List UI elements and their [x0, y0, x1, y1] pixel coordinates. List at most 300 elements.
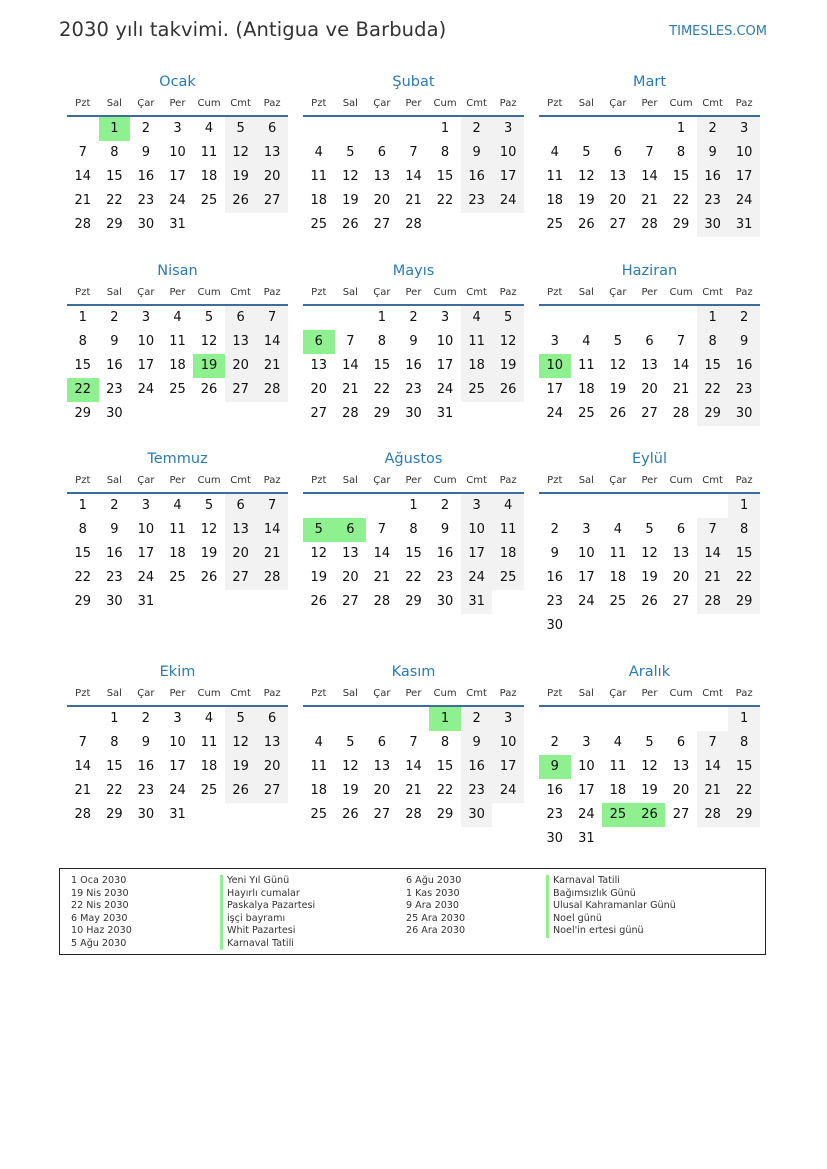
- week-row: [303, 306, 524, 330]
- holiday-day-cell: 6: [303, 330, 335, 354]
- weekday-label: Paz: [499, 688, 517, 699]
- day-cell: 7: [346, 334, 355, 349]
- day-cell: 26: [609, 406, 627, 421]
- week-row: [67, 518, 288, 542]
- day-cell: 30: [137, 807, 155, 822]
- month-block: [67, 71, 288, 237]
- weekday-label: Per: [641, 688, 658, 699]
- day-cell: 23: [546, 594, 564, 609]
- weekday-label: Cum: [197, 475, 221, 486]
- week-row: [539, 518, 760, 542]
- day-cell: 3: [141, 498, 151, 513]
- day-cell: 9: [461, 141, 493, 165]
- week-row: [539, 803, 760, 827]
- day-cell: 30: [106, 594, 123, 609]
- day-cell: 27: [256, 779, 288, 803]
- weekday-label: Cum: [433, 98, 457, 109]
- day-cell: 21: [405, 193, 422, 208]
- day-cell: 8: [440, 145, 450, 160]
- empty-cell: [539, 117, 571, 141]
- day-cell: 13: [225, 518, 257, 542]
- weekday-label: Per: [169, 98, 186, 109]
- week-row: [303, 494, 524, 518]
- legend-holiday-name: Noel günü: [546, 913, 676, 926]
- day-cell: 5: [645, 735, 654, 750]
- day-cell: 17: [461, 542, 493, 566]
- weekday-label: Paz: [263, 688, 281, 699]
- weekday-label: Pzt: [75, 98, 91, 109]
- week-row: [539, 213, 760, 237]
- day-cell: 14: [405, 759, 422, 774]
- week-row: [539, 731, 760, 755]
- day-cell: 15: [373, 358, 391, 373]
- day-cell: 6: [613, 145, 623, 160]
- day-cell: 2: [461, 117, 493, 141]
- day-cell: 6: [225, 494, 257, 518]
- day-cell: 10: [169, 145, 186, 160]
- day-cell: 16: [405, 358, 422, 373]
- day-cell: 17: [578, 570, 595, 585]
- weekday-label: Cmt: [466, 475, 487, 486]
- day-cell: 18: [169, 546, 186, 561]
- empty-cell: [303, 117, 335, 141]
- day-cell: 28: [342, 406, 359, 421]
- week-row: [303, 354, 524, 378]
- day-cell: 19: [609, 382, 627, 397]
- weekday-label: Per: [405, 98, 422, 109]
- day-cell: 20: [609, 193, 627, 208]
- day-cell: 14: [641, 169, 658, 184]
- empty-cell: [335, 707, 367, 731]
- day-cell: 9: [440, 522, 450, 537]
- day-cell: 9: [697, 141, 729, 165]
- day-cell: 21: [373, 570, 391, 585]
- empty-cell: [634, 117, 666, 141]
- legend-date: 25 Ara 2030: [406, 912, 466, 924]
- week-row: [539, 494, 760, 518]
- day-cell: 18: [546, 193, 564, 208]
- weekday-label: Cum: [197, 688, 221, 699]
- week-row: [67, 731, 288, 755]
- day-cell: 19: [492, 354, 524, 378]
- empty-cell: [461, 402, 493, 426]
- week-row: [67, 141, 288, 165]
- day-cell: 27: [225, 566, 257, 590]
- day-cell: 21: [74, 783, 92, 798]
- day-cell: 24: [492, 779, 524, 803]
- empty-cell: [665, 707, 697, 731]
- week-row: [539, 165, 760, 189]
- day-cell: 13: [373, 169, 391, 184]
- day-cell: 5: [645, 522, 654, 537]
- day-cell: 22: [672, 193, 690, 208]
- legend-date: 1 Kas 2030: [406, 887, 460, 899]
- empty-cell: [193, 590, 225, 614]
- day-cell: 11: [169, 334, 186, 349]
- day-cell: 11: [492, 518, 524, 542]
- weekday-label: Sal: [106, 287, 122, 298]
- day-cell: 8: [377, 334, 387, 349]
- weekday-label: Cmt: [466, 98, 487, 109]
- weekday-label: Cmt: [702, 98, 723, 109]
- day-cell: 11: [310, 169, 328, 184]
- day-cell: 24: [461, 566, 493, 590]
- day-cell: 23: [106, 570, 123, 585]
- weekday-label: Pzt: [547, 287, 563, 298]
- day-cell: 4: [173, 498, 182, 513]
- day-cell: 31: [578, 831, 595, 846]
- day-cell: 9: [550, 546, 559, 561]
- weekday-label: Paz: [735, 688, 753, 699]
- day-cell: 10: [436, 334, 454, 349]
- day-cell: 4: [461, 306, 493, 330]
- day-cell: 26: [641, 594, 658, 609]
- day-cell: 6: [645, 334, 654, 349]
- day-cell: 6: [676, 522, 686, 537]
- week-row: [67, 566, 288, 590]
- legend-date: 22 Nis 2030: [71, 900, 129, 911]
- day-cell: 3: [492, 117, 524, 141]
- weekday-label: Paz: [499, 475, 517, 486]
- empty-cell: [571, 117, 603, 141]
- day-cell: 18: [609, 570, 627, 585]
- day-cell: 6: [256, 707, 288, 731]
- week-row: [303, 378, 524, 402]
- empty-cell: [492, 213, 524, 237]
- day-cell: 7: [645, 145, 654, 160]
- empty-cell: [162, 590, 194, 614]
- day-cell: 3: [173, 711, 182, 726]
- day-cell: 19: [225, 165, 257, 189]
- day-cell: 19: [342, 193, 359, 208]
- day-cell: 2: [550, 522, 559, 537]
- day-cell: 30: [461, 803, 493, 827]
- day-cell: 28: [641, 217, 658, 232]
- empty-cell: [634, 494, 666, 518]
- day-cell: 15: [436, 759, 454, 774]
- day-cell: 23: [137, 783, 155, 798]
- day-cell: 7: [409, 145, 418, 160]
- day-cell: 4: [314, 735, 323, 750]
- day-cell: 15: [728, 755, 760, 779]
- day-cell: 23: [106, 382, 123, 397]
- day-cell: 26: [225, 779, 257, 803]
- legend-date: 19 Nis 2030: [71, 887, 129, 899]
- empty-cell: [492, 590, 524, 614]
- day-cell: 9: [409, 334, 418, 349]
- day-cell: 19: [225, 755, 257, 779]
- site-link[interactable]: TIMESLES.COM: [669, 24, 767, 39]
- day-cell: 5: [204, 310, 214, 325]
- day-cell: 31: [169, 217, 186, 232]
- day-cell: 29: [373, 406, 391, 421]
- day-cell: 24: [169, 783, 186, 798]
- day-cell: 5: [225, 707, 257, 731]
- day-cell: 11: [461, 330, 493, 354]
- week-row: [67, 755, 288, 779]
- day-cell: 15: [106, 759, 123, 774]
- empty-cell: [697, 614, 729, 638]
- day-cell: 5: [346, 735, 355, 750]
- empty-cell: [366, 117, 398, 141]
- day-cell: 19: [310, 570, 328, 585]
- day-cell: 5: [346, 145, 355, 160]
- day-cell: 20: [373, 783, 391, 798]
- empty-cell: [571, 614, 603, 638]
- month-block: [303, 260, 524, 426]
- day-cell: 2: [141, 711, 151, 726]
- day-cell: 21: [697, 566, 729, 590]
- weekday-label: Per: [169, 688, 186, 699]
- weekday-label: Cmt: [702, 475, 723, 486]
- day-cell: 19: [641, 570, 658, 585]
- holiday-day-cell: 25: [602, 803, 634, 827]
- week-row: [539, 566, 760, 590]
- day-cell: 20: [373, 193, 391, 208]
- day-cell: 17: [546, 382, 564, 397]
- week-row: [303, 165, 524, 189]
- empty-cell: [335, 306, 367, 330]
- day-cell: 20: [672, 783, 690, 798]
- day-cell: 30: [728, 402, 760, 426]
- weekday-label: Paz: [263, 475, 281, 486]
- weekday-header: [539, 93, 760, 117]
- day-cell: 26: [342, 217, 359, 232]
- weekday-label: Paz: [735, 98, 753, 109]
- day-cell: 17: [436, 358, 454, 373]
- day-cell: 29: [728, 803, 760, 827]
- holiday-day-cell: 5: [303, 518, 335, 542]
- day-cell: 3: [141, 310, 151, 325]
- legend-dates-right: [406, 875, 465, 938]
- weekday-label: Pzt: [311, 287, 327, 298]
- day-cell: 3: [550, 334, 559, 349]
- empty-cell: [571, 707, 603, 731]
- day-cell: 12: [225, 731, 257, 755]
- weekday-label: Çar: [373, 475, 391, 486]
- day-cell: 5: [225, 117, 257, 141]
- weekday-label: Pzt: [547, 475, 563, 486]
- month-name: Aralık: [628, 664, 671, 680]
- day-cell: 27: [672, 594, 690, 609]
- day-cell: 7: [78, 735, 87, 750]
- weekday-label: Sal: [342, 475, 358, 486]
- month-name: Ocak: [159, 74, 196, 90]
- holiday-legend: [59, 868, 766, 955]
- week-row: [539, 330, 760, 354]
- day-cell: 26: [200, 570, 218, 585]
- day-cell: 13: [373, 759, 391, 774]
- day-cell: 28: [256, 566, 288, 590]
- day-cell: 25: [546, 217, 564, 232]
- legend-holiday-name: Noel'in ertesi günü: [546, 925, 676, 938]
- legend-holiday-name: Bağımsızlık Günü: [546, 888, 676, 901]
- legend-date: 6 May 2030: [71, 912, 128, 924]
- day-cell: 28: [697, 590, 729, 614]
- empty-cell: [571, 494, 603, 518]
- week-row: [67, 354, 288, 378]
- day-cell: 15: [728, 542, 760, 566]
- week-row: [67, 542, 288, 566]
- weekday-label: Paz: [263, 287, 281, 298]
- legend-holiday-name: Yeni Yıl Günü: [220, 875, 315, 888]
- day-cell: 13: [672, 759, 690, 774]
- week-row: [539, 189, 760, 213]
- week-row: [67, 402, 288, 426]
- legend-date: 26 Ara 2030: [406, 925, 466, 936]
- day-cell: 31: [461, 590, 493, 614]
- empty-cell: [303, 494, 335, 518]
- weekday-label: Per: [641, 98, 658, 109]
- weekday-label: Pzt: [75, 287, 91, 298]
- day-cell: 29: [405, 594, 422, 609]
- weekday-label: Pzt: [75, 475, 91, 486]
- day-cell: 24: [578, 807, 595, 822]
- day-cell: 18: [200, 169, 218, 184]
- empty-cell: [492, 402, 524, 426]
- day-cell: 25: [578, 406, 595, 421]
- day-cell: 7: [676, 334, 686, 349]
- day-cell: 8: [409, 522, 418, 537]
- day-cell: 18: [492, 542, 524, 566]
- empty-cell: [665, 614, 697, 638]
- weekday-label: Per: [405, 688, 422, 699]
- week-row: [67, 165, 288, 189]
- day-cell: 18: [578, 382, 595, 397]
- day-cell: 8: [697, 330, 729, 354]
- holiday-day-cell: 10: [539, 354, 571, 378]
- month-block: [67, 448, 288, 614]
- weekday-header: [539, 470, 760, 494]
- month-name: Ağustos: [384, 451, 443, 467]
- day-cell: 25: [310, 217, 328, 232]
- weekday-label: Sal: [106, 688, 122, 699]
- empty-cell: [335, 117, 367, 141]
- day-cell: 31: [169, 807, 186, 822]
- empty-cell: [492, 803, 524, 827]
- legend-names-right: [546, 875, 676, 938]
- month-block: [67, 260, 288, 426]
- week-row: [67, 306, 288, 330]
- day-cell: 30: [546, 618, 564, 633]
- day-cell: 5: [204, 498, 214, 513]
- day-cell: 9: [110, 522, 119, 537]
- week-row: [67, 213, 288, 237]
- weekday-header: [67, 93, 288, 117]
- day-cell: 16: [546, 570, 564, 585]
- day-cell: 12: [200, 522, 218, 537]
- day-cell: 7: [256, 494, 288, 518]
- empty-cell: [665, 306, 697, 330]
- weekday-header: [303, 93, 524, 117]
- month-block: [539, 661, 760, 851]
- day-cell: 29: [436, 807, 454, 822]
- empty-cell: [225, 590, 257, 614]
- day-cell: 23: [697, 189, 729, 213]
- day-cell: 17: [137, 358, 155, 373]
- day-cell: 9: [110, 334, 119, 349]
- month-block: [303, 661, 524, 827]
- day-cell: 11: [169, 522, 186, 537]
- day-cell: 11: [609, 759, 627, 774]
- day-cell: 28: [405, 217, 422, 232]
- empty-cell: [602, 117, 634, 141]
- legend-holiday-name: işçi bayramı: [220, 913, 315, 926]
- weekday-label: Per: [641, 287, 658, 298]
- week-row: [303, 402, 524, 426]
- day-cell: 27: [342, 594, 359, 609]
- empty-cell: [256, 803, 288, 827]
- day-cell: 13: [256, 731, 288, 755]
- holiday-day-cell: 9: [539, 755, 571, 779]
- day-cell: 19: [641, 783, 658, 798]
- day-cell: 13: [672, 546, 690, 561]
- empty-cell: [634, 707, 666, 731]
- day-cell: 2: [697, 117, 729, 141]
- day-cell: 17: [169, 759, 186, 774]
- day-cell: 5: [613, 334, 623, 349]
- weekday-label: Sal: [578, 688, 594, 699]
- day-cell: 16: [461, 165, 493, 189]
- empty-cell: [602, 827, 634, 851]
- legend-holiday-name: Ulusal Kahramanlar Günü: [546, 900, 676, 913]
- weekday-label: Cmt: [702, 287, 723, 298]
- day-cell: 16: [106, 546, 123, 561]
- weekday-label: Paz: [263, 98, 281, 109]
- weekday-label: Cmt: [230, 287, 251, 298]
- legend-date: 9 Ara 2030: [406, 900, 460, 911]
- day-cell: 14: [697, 542, 729, 566]
- legend-holiday-name: Karnaval Tatili: [546, 875, 676, 888]
- day-cell: 18: [310, 193, 328, 208]
- empty-cell: [697, 707, 729, 731]
- day-cell: 27: [672, 807, 690, 822]
- month-name: Temmuz: [147, 451, 208, 467]
- day-cell: 12: [641, 759, 658, 774]
- day-cell: 28: [74, 807, 92, 822]
- weekday-label: Pzt: [547, 688, 563, 699]
- day-cell: 20: [256, 165, 288, 189]
- week-row: [303, 518, 524, 542]
- day-cell: 14: [342, 358, 359, 373]
- legend-holiday-name: Karnaval Tatili: [220, 938, 315, 951]
- day-cell: 17: [169, 169, 186, 184]
- day-cell: 16: [436, 546, 454, 561]
- day-cell: 27: [609, 217, 627, 232]
- day-cell: 2: [728, 306, 760, 330]
- empty-cell: [697, 827, 729, 851]
- day-cell: 22: [74, 570, 92, 585]
- day-cell: 5: [492, 306, 524, 330]
- day-cell: 4: [582, 334, 591, 349]
- weekday-header: [67, 282, 288, 306]
- day-cell: 15: [436, 169, 454, 184]
- week-row: [539, 590, 760, 614]
- day-cell: 23: [405, 382, 422, 397]
- day-cell: 3: [440, 310, 450, 325]
- weekday-label: Cum: [197, 98, 221, 109]
- day-cell: 12: [225, 141, 257, 165]
- week-row: [303, 779, 524, 803]
- day-cell: 12: [200, 334, 218, 349]
- day-cell: 10: [137, 522, 155, 537]
- empty-cell: [602, 306, 634, 330]
- weekday-label: Cum: [433, 287, 457, 298]
- week-row: [303, 755, 524, 779]
- day-cell: 1: [728, 494, 760, 518]
- day-cell: 13: [256, 141, 288, 165]
- day-cell: 29: [672, 217, 690, 232]
